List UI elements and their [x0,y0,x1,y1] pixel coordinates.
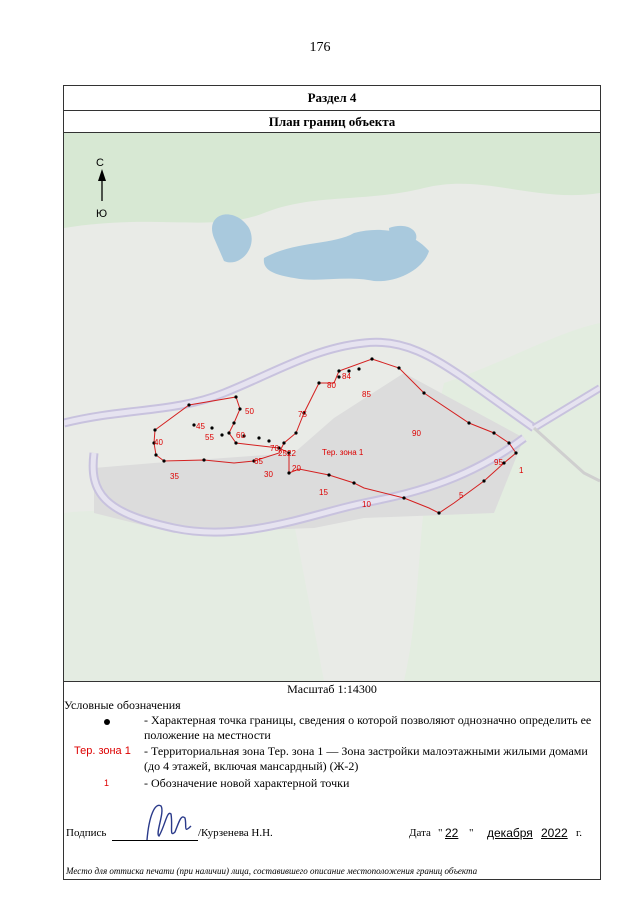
number-symbol: 1 [104,778,110,788]
point-label: 1 [519,466,524,475]
point-label: 80 [327,381,336,390]
signature-label: Подпись [66,827,107,839]
point-label: 30 [264,470,273,479]
legend-title: Условные обозначения [64,698,181,712]
date-suffix: г. [576,827,583,839]
signature-scribble [139,796,199,846]
point-label: 20 [292,464,301,473]
map-canvas [64,133,600,681]
page-number: 176 [309,40,331,55]
date-day: 22 [445,826,459,840]
point-symbol-icon [104,719,110,725]
point-label: 90 [412,429,421,438]
point-label: 65 [254,457,263,466]
date-quote-open: " [438,827,443,839]
point-label: 25 [278,449,287,458]
legend-text: - Территориальная зона Тер. зона 1 — Зона застройки малоэтажными жилыми домами (до 4 этажей, включая мансардный) (Ж-2) [144,744,588,773]
point-label: 5 [459,491,464,500]
point-label: 85 [362,390,371,399]
point-label: 35 [170,472,179,481]
section-title: Раздел 4 [64,86,600,111]
north-label: С [96,157,104,169]
boundary-map [64,133,600,682]
point-label: 22 [287,449,296,458]
south-label: Ю [96,208,108,220]
legend-text: - Характерная точка границы, сведения о которой позволяют однозначно определить ее положение на местности [144,713,592,742]
date-year: 2022 [541,826,568,840]
point-label: 70 [270,444,279,453]
zone-symbol: Тер. зона 1 [74,745,131,757]
date-month: декабря [487,826,533,840]
point-label: 50 [245,407,254,416]
point-label: 10 [362,500,371,509]
point-label: 75 [298,410,307,419]
date-label: Дата [409,827,431,839]
field-area [64,511,324,681]
document-frame [63,85,601,880]
signature-name: /Курзенева Н.Н. [198,827,273,839]
map-scale: Масштаб 1:14300 [287,682,377,696]
plan-subtitle: План границ объекта [64,111,600,133]
point-label: 55 [205,433,214,442]
point-label: 15 [319,488,328,497]
point-label: 84 [342,372,351,381]
date-quote-close: " [469,827,474,839]
point-label: 45 [196,422,205,431]
point-label: 60 [236,431,245,440]
footnote: Место для оттиска печати (при наличии) лица, составившего описание местоположения границ объекта [66,866,478,876]
point-label: 40 [154,438,163,447]
point-label: 95 [494,458,503,467]
legend-text: - Обозначение новой характерной точки [144,776,350,790]
zone-label: Тер. зона 1 [322,448,364,457]
